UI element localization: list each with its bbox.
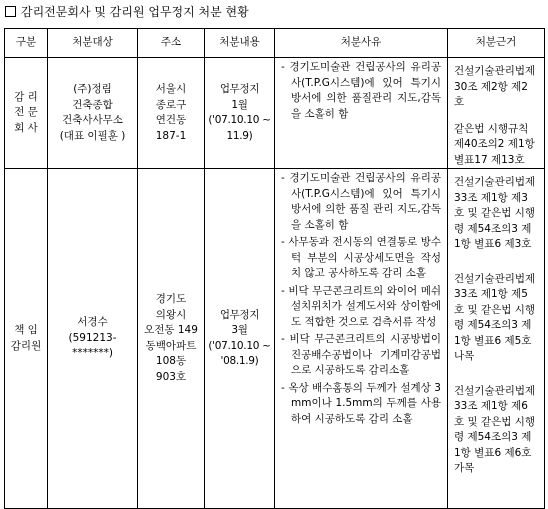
cell-target: 서경수 (591213- *******) xyxy=(48,169,138,509)
reason-item: - 비닥 무근콘크리트의 와이어 메쉬 설치위치가 설계도서와 상이함에도 적합한 것으로 검측서류 작성 xyxy=(281,284,441,328)
cell-action: 업무정지 3월 ('07.10.10 ~ '08.1.9) xyxy=(205,169,275,509)
document-title xyxy=(5,4,249,20)
header-action: 처분내용 xyxy=(205,29,275,58)
document-title-text: 감리전문회사 및 감리원 업무정지 처분 현황 xyxy=(21,5,249,19)
cell-basis xyxy=(448,58,545,169)
cell-category: 감 리 전 문 회 사 xyxy=(5,58,48,169)
cell-basis xyxy=(448,169,545,509)
basis-item: 건설기술관리법제33조 제1항 제6호 및 같은법 시행령 제54조의3 제1항 별표6 제6호가목 xyxy=(454,384,536,474)
table-row xyxy=(5,58,545,169)
reason-item: - 경기도미술관 건립공사의 유리공사(T.P.G시스템)에 있어 특기시방서에 의한 품질 관리 지도,감독을 소홀히 함 xyxy=(281,172,441,231)
cell-address: 경기도 의왕시 오전동 149 동백아파트 108동 903호 xyxy=(138,169,205,509)
table-header-row xyxy=(5,29,545,58)
basis-item: 같은법 시행규칙 제40조의2 제1항 별표17 제13호 xyxy=(454,122,535,166)
header-basis: 처분근거 xyxy=(448,29,545,58)
cell-target: (주)정림 건축종합 건축사사무소 (대표 이필훈 ) xyxy=(48,58,138,169)
reason-item: - 경기도미술관 건립공사의 유리공사(T.P.G시스템)에 있어 특기시방서에 의한 품질관리 지도,감독을 소홀히 함 xyxy=(281,61,441,120)
header-address: 주소 xyxy=(138,29,205,58)
cell-category: 책 임 감리원 xyxy=(5,169,48,509)
reason-item: - 옥상 배수홈통의 두께가 설계상 3mm이나 1.5mm의 두께를 사용하여 시공하도록 감리 소홀 xyxy=(281,381,441,425)
cell-reason xyxy=(275,169,448,509)
reason-item: - 비닥 무근콘크리트의 시공방법이 진공배수공법이나 기계미감공법으로 시공하도록 감리소홀 xyxy=(281,333,441,376)
cell-reason xyxy=(275,58,448,169)
reason-item: - 사무동과 전시동의 연결통로 방수턱 부분의 시공상세도면을 작성치 않고 공사하도록 감리 소홀 xyxy=(281,236,441,279)
checkbox-bullet-icon xyxy=(5,6,16,17)
header-category: 구분 xyxy=(5,29,48,58)
table-row xyxy=(5,169,545,509)
basis-item: 건설기술관리법제33조 제1항 제3호 및 같은법 시행령 제54조의3 제1항 별표6 제3호 xyxy=(454,176,536,250)
cell-action: 업무정지 1월 ('07.10.10 ~ 11.9) xyxy=(205,58,275,169)
disposition-table xyxy=(4,28,545,509)
basis-item: 건설기술관리법제30조 제2항 제2호 xyxy=(454,65,536,108)
header-target: 처분대상 xyxy=(48,29,138,58)
header-reason: 처분사유 xyxy=(275,29,448,58)
cell-address: 서울시 종로구 연건동 187-1 xyxy=(138,58,205,169)
basis-item: 건설기술관리법제33조 제1항 제5호 및 같은법 시행령 제54조의3 제1항 별표6 제5호나목 xyxy=(454,272,536,362)
